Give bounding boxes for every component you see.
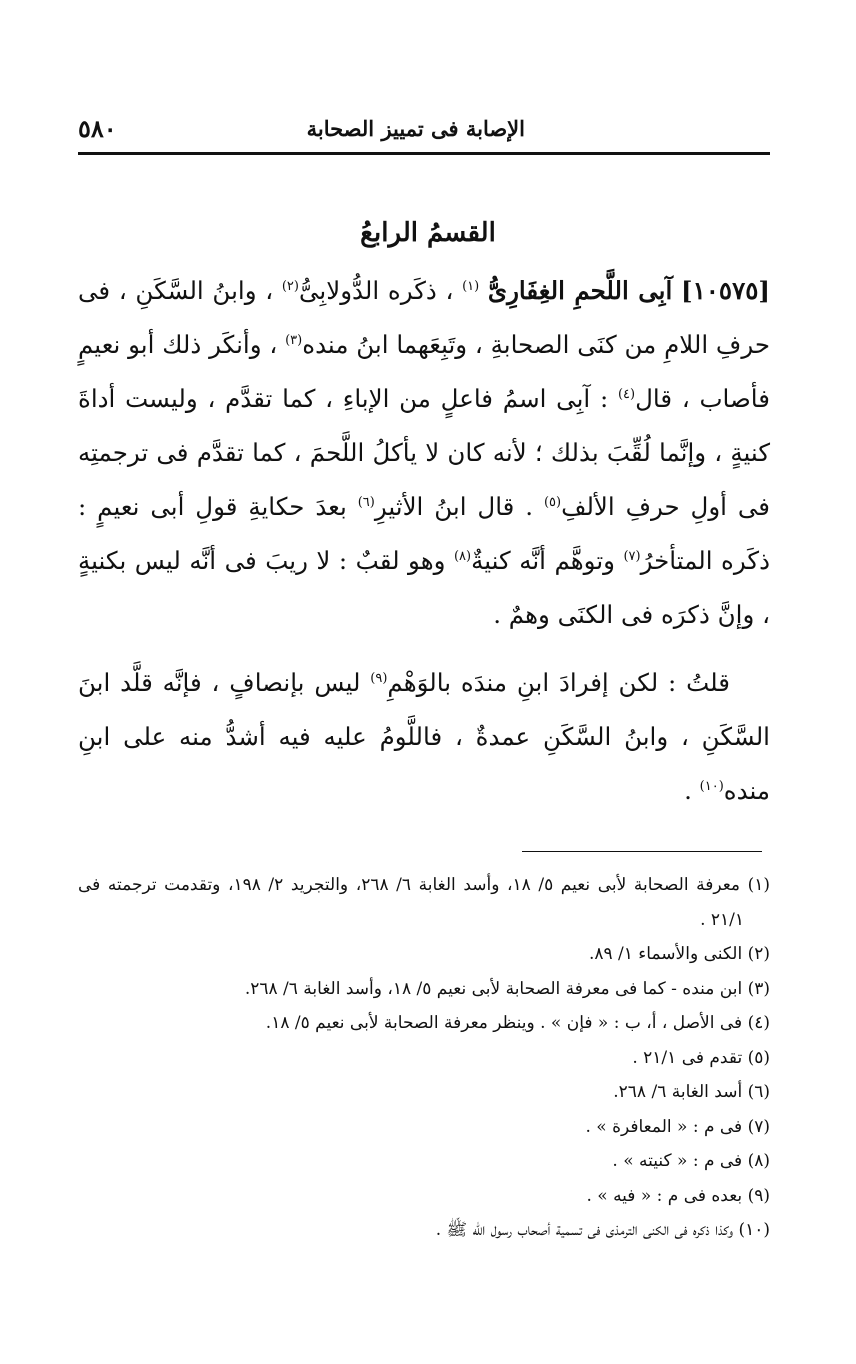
section-title: القسمُ الرابعُ: [360, 218, 496, 248]
footnote: (٧) فى م : « المعافرة » .: [585, 1116, 770, 1137]
text-run: ، وابنُ السَّكَنِ ، فى حرفِ اللامِ من كنَى الصحابةِ ، وتَبِعَهما ابنُ منده: [78, 276, 770, 359]
footnote-reference: (٣): [285, 332, 303, 348]
text-run: : آبِى اسمُ فاعلٍ من الإباءِ ، كما تقدَّم ، وليست أداةَ كنيةٍ ، وإنَّما لُقِّبَ بذلك ؛ لأنه كان لا يأكلُ اللَّحمَ ، كما تقدَّم فى ترجمتِه فى أولِ حرفِ الألفِ: [78, 384, 770, 521]
footnote: (٩) بعده فى م : « فيه » .: [586, 1185, 770, 1206]
text-run: ليس بإنصافٍ ، فإنَّه قلَّد ابنَ السَّكَنِ ، وابنُ السَّكَنِ عمدةٌ ، فاللَّومُ عليه فيه أشدُّ منه على ابنِ منده: [78, 668, 770, 805]
text-run: ، ذكَره الدُّولابِىُّ: [298, 276, 463, 305]
footnote-reference: (٥): [543, 494, 562, 510]
footnote-reference: (١): [462, 278, 480, 294]
author-comment-paragraph: [78, 656, 770, 818]
text-run: .: [684, 776, 700, 805]
text-run: ، وأنكَر ذلك أبو نعيمٍ فأصاب ، قال: [78, 330, 770, 413]
footnote-divider: [522, 851, 762, 852]
entry-paragraph: [78, 264, 770, 642]
entry-paragraph-text: [78, 276, 770, 629]
text-run: وهو لقبٌ : لا ريبَ فى أنَّه ليس بكنيةٍ ، وإنَّ ذكرَه فى الكنَى وهمٌ .: [78, 546, 770, 629]
footnote: (١٠) وكذا ذكره فى الكنى الترمذى فى تسمية أصحاب رسول الله ﷺ .: [435, 1220, 770, 1240]
footnote-reference: (٤): [617, 386, 636, 402]
footnotes: [78, 868, 770, 1248]
text-run: [479, 276, 488, 305]
footnote-reference: (٦): [357, 494, 375, 510]
footnote-reference: (٢): [281, 278, 299, 294]
entry-body: [78, 264, 770, 818]
footnote: (٥) تقدم فى ٢١/١ .: [632, 1047, 770, 1068]
footnote: (٣) ابن منده - كما فى معرفة الصحابة لأبى نعيم ٥/ ١٨، وأسد الغابة ٦/ ٢٦٨.: [244, 978, 770, 999]
footnote: (٨) فى م : « كنيته » .: [612, 1151, 770, 1171]
entry-name: آبِى اللَّحمِ الغِفَارِىُّ: [487, 276, 673, 305]
page-number: ٥٨٠: [78, 114, 117, 143]
text-run: بعدَ حكايةِ قولِ أبى نعيمٍ : ذكَره المتأخرُ: [78, 492, 770, 575]
running-title: الإصابة فى تمييز الصحابة: [306, 116, 525, 141]
footnote: (١) معرفة الصحابة لأبى نعيم ٥/ ١٨، وأسد الغابة ٦/ ٢٦٨، والتجريد ٢/ ١٩٨، وتقدمت ترجمته فى ٢١/١ .: [78, 875, 771, 930]
footnote-reference: (٨): [453, 548, 472, 564]
entry-number: [١٠٥٧٥]: [681, 276, 770, 305]
text-run: . قال ابنُ الأثيرِ: [374, 492, 544, 521]
text-run: قلتُ : لكن إفرادَ ابنِ مندَه بالوَهْمِ: [387, 668, 730, 697]
page-header: [78, 108, 770, 155]
footnote: (٦) أسد الغابة ٦/ ٢٦٨.: [613, 1082, 770, 1102]
footnote-reference: (١٠): [699, 778, 724, 794]
footnote: (٤) فى الأصل ، أ، ب : « فإن » . وينظر معرفة الصحابة لأبى نعيم ٥/ ١٨.: [265, 1013, 770, 1033]
footnote: (٢) الكنى والأسماء ١/ ٨٩.: [588, 944, 770, 964]
footnote-reference: (٩): [370, 670, 388, 686]
footnote-reference: (٧): [623, 548, 641, 564]
text-run: وتوهَّم أنَّه كنيةٌ: [471, 546, 624, 575]
